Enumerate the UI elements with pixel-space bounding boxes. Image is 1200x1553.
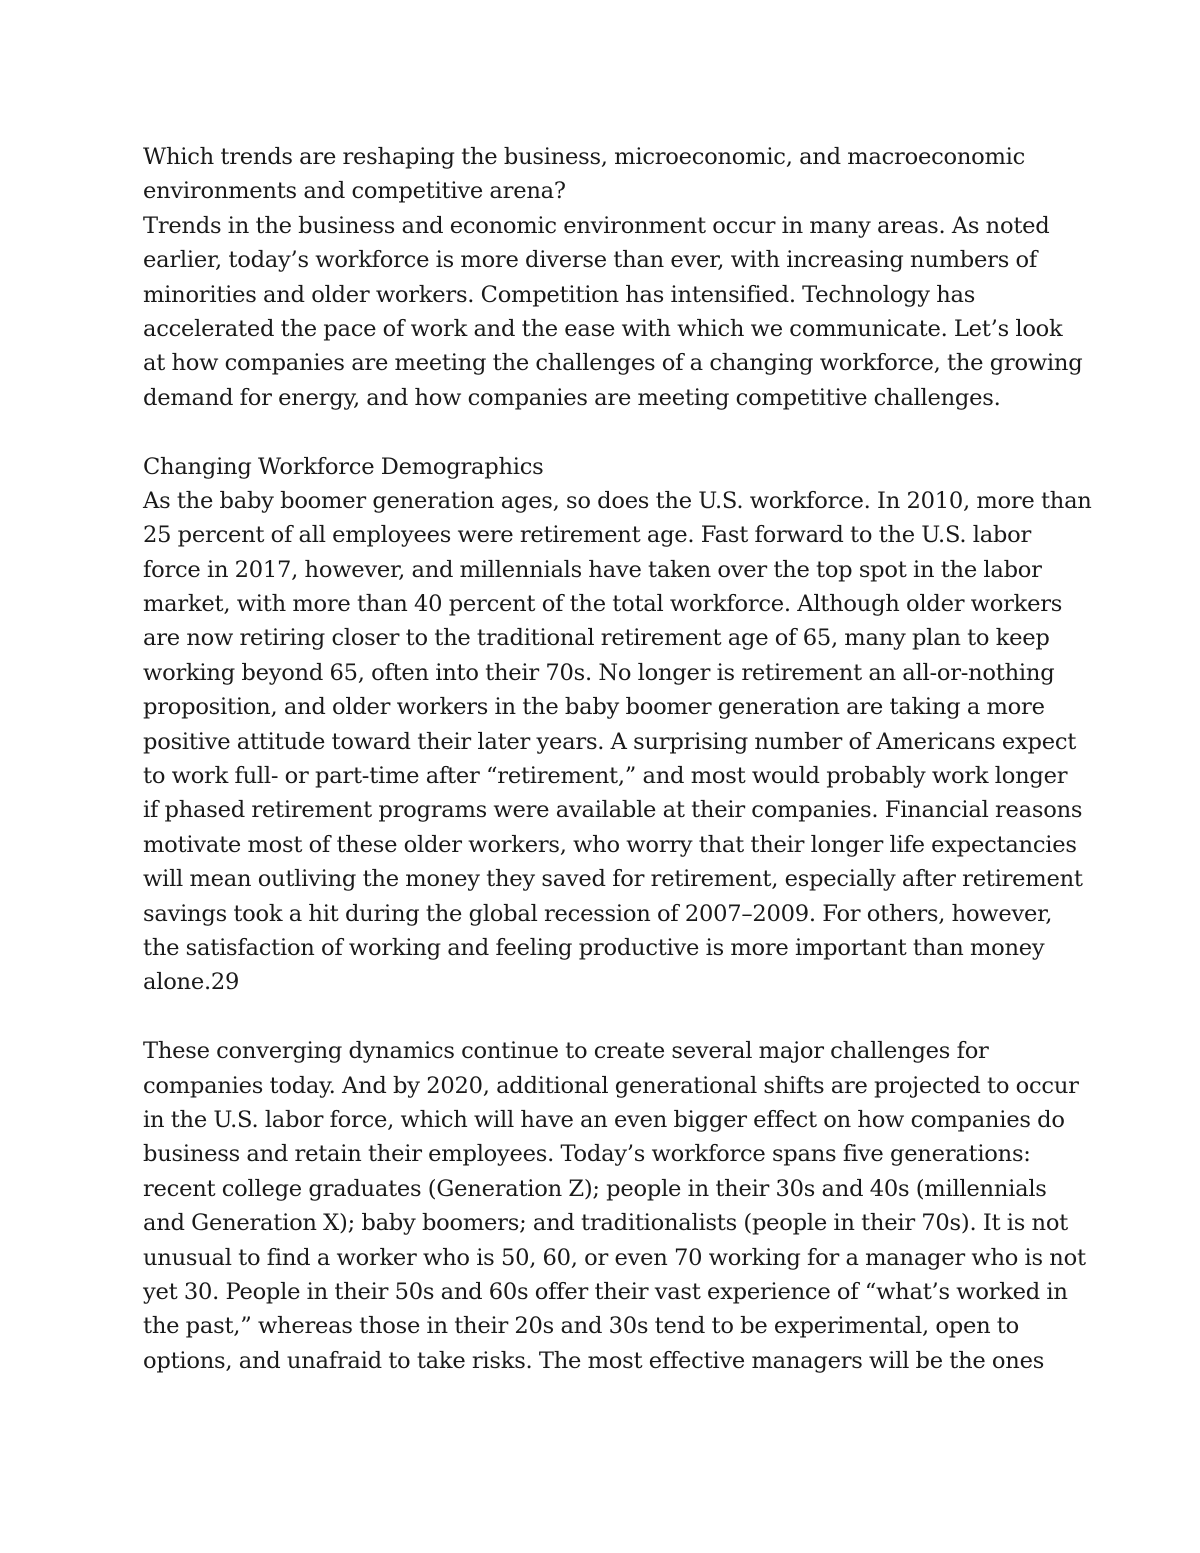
text-line: force in 2017, however, and millennials have taken over the top spot in the labor	[143, 556, 1042, 583]
text-line: at how companies are meeting the challenges of a changing workforce, the growing	[143, 350, 1083, 377]
text-line: the satisfaction of working and feeling productive is more important than money	[143, 934, 1045, 961]
section-heading: Changing Workforce Demographics	[143, 453, 544, 480]
text-line: 25 percent of all employees were retirement age. Fast forward to the U.S. labor	[143, 522, 1032, 549]
question-heading	[143, 140, 1068, 209]
document-body	[143, 140, 1092, 1378]
text-line: savings took a hit during the global recession of 2007–2009. For others, however,	[143, 900, 1053, 927]
text-line: options, and unafraid to take risks. The most effective managers will be the ones	[143, 1347, 1045, 1374]
text-line: Trends in the business and economic environment occur in many areas. As noted	[143, 212, 1050, 239]
text-line: proposition, and older workers in the baby boomer generation are taking a more	[143, 694, 1045, 721]
text-line: environments and competitive arena?	[143, 178, 566, 205]
text-line: accelerated the pace of work and the ease with which we communicate. Let’s look	[143, 315, 1063, 342]
text-line: will mean outliving the money they saved for retirement, especially after retirement	[143, 866, 1083, 893]
paragraph-spacer	[143, 1000, 1068, 1034]
paragraph-spacer	[143, 415, 1068, 449]
text-line: in the U.S. labor force, which will have an even bigger effect on how companies do	[143, 1106, 1065, 1133]
text-line: to work full- or part-time after “retirement,” and most would probably work longer	[143, 763, 1068, 790]
text-line: minorities and older workers. Competition has intensified. Technology has	[143, 281, 976, 308]
text-line: As the baby boomer generation ages, so does the U.S. workforce. In 2010, more than	[143, 487, 1092, 514]
text-line: unusual to find a worker who is 50, 60, or even 70 working for a manager who is not	[143, 1244, 1086, 1271]
intro-paragraph	[143, 209, 1083, 415]
text-line: These converging dynamics continue to create several major challenges for	[143, 1038, 989, 1065]
text-line: business and retain their employees. Today’s workforce spans five generations:	[143, 1141, 1031, 1168]
text-line: earlier, today’s workforce is more diverse than ever, with increasing numbers of	[143, 247, 1037, 274]
text-line: recent college graduates (Generation Z); people in their 30s and 40s (millennials	[143, 1175, 1047, 1202]
paragraph-generations	[143, 1034, 1086, 1378]
text-line: alone.29	[143, 969, 240, 996]
text-line: if phased retirement programs were available at their companies. Financial reasons	[143, 797, 1083, 824]
text-line: the past,” whereas those in their 20s and 30s tend to be experimental, open to	[143, 1313, 1019, 1340]
paragraph-workforce-aging	[143, 484, 1092, 1000]
text-line: working beyond 65, often into their 70s. No longer is retirement an all-or-nothing	[143, 659, 1055, 686]
text-line: positive attitude toward their later years. A surprising number of Americans expect	[143, 728, 1077, 755]
text-line: and Generation X); baby boomers; and traditionalists (people in their 70s). It is not	[143, 1210, 1069, 1237]
text-line: motivate most of these older workers, who worry that their longer life expectancies	[143, 831, 1077, 858]
text-line: yet 30. People in their 50s and 60s offer their vast experience of “what’s worked in	[143, 1278, 1068, 1305]
text-line: are now retiring closer to the traditional retirement age of 65, many plan to keep	[143, 625, 1050, 652]
text-line: market, with more than 40 percent of the total workforce. Although older workers	[143, 591, 1063, 618]
text-line: demand for energy, and how companies are meeting competitive challenges.	[143, 384, 1001, 411]
text-line: companies today. And by 2020, additional generational shifts are projected to occur	[143, 1072, 1079, 1099]
text-line: Which trends are reshaping the business, microeconomic, and macroeconomic	[143, 144, 1026, 170]
